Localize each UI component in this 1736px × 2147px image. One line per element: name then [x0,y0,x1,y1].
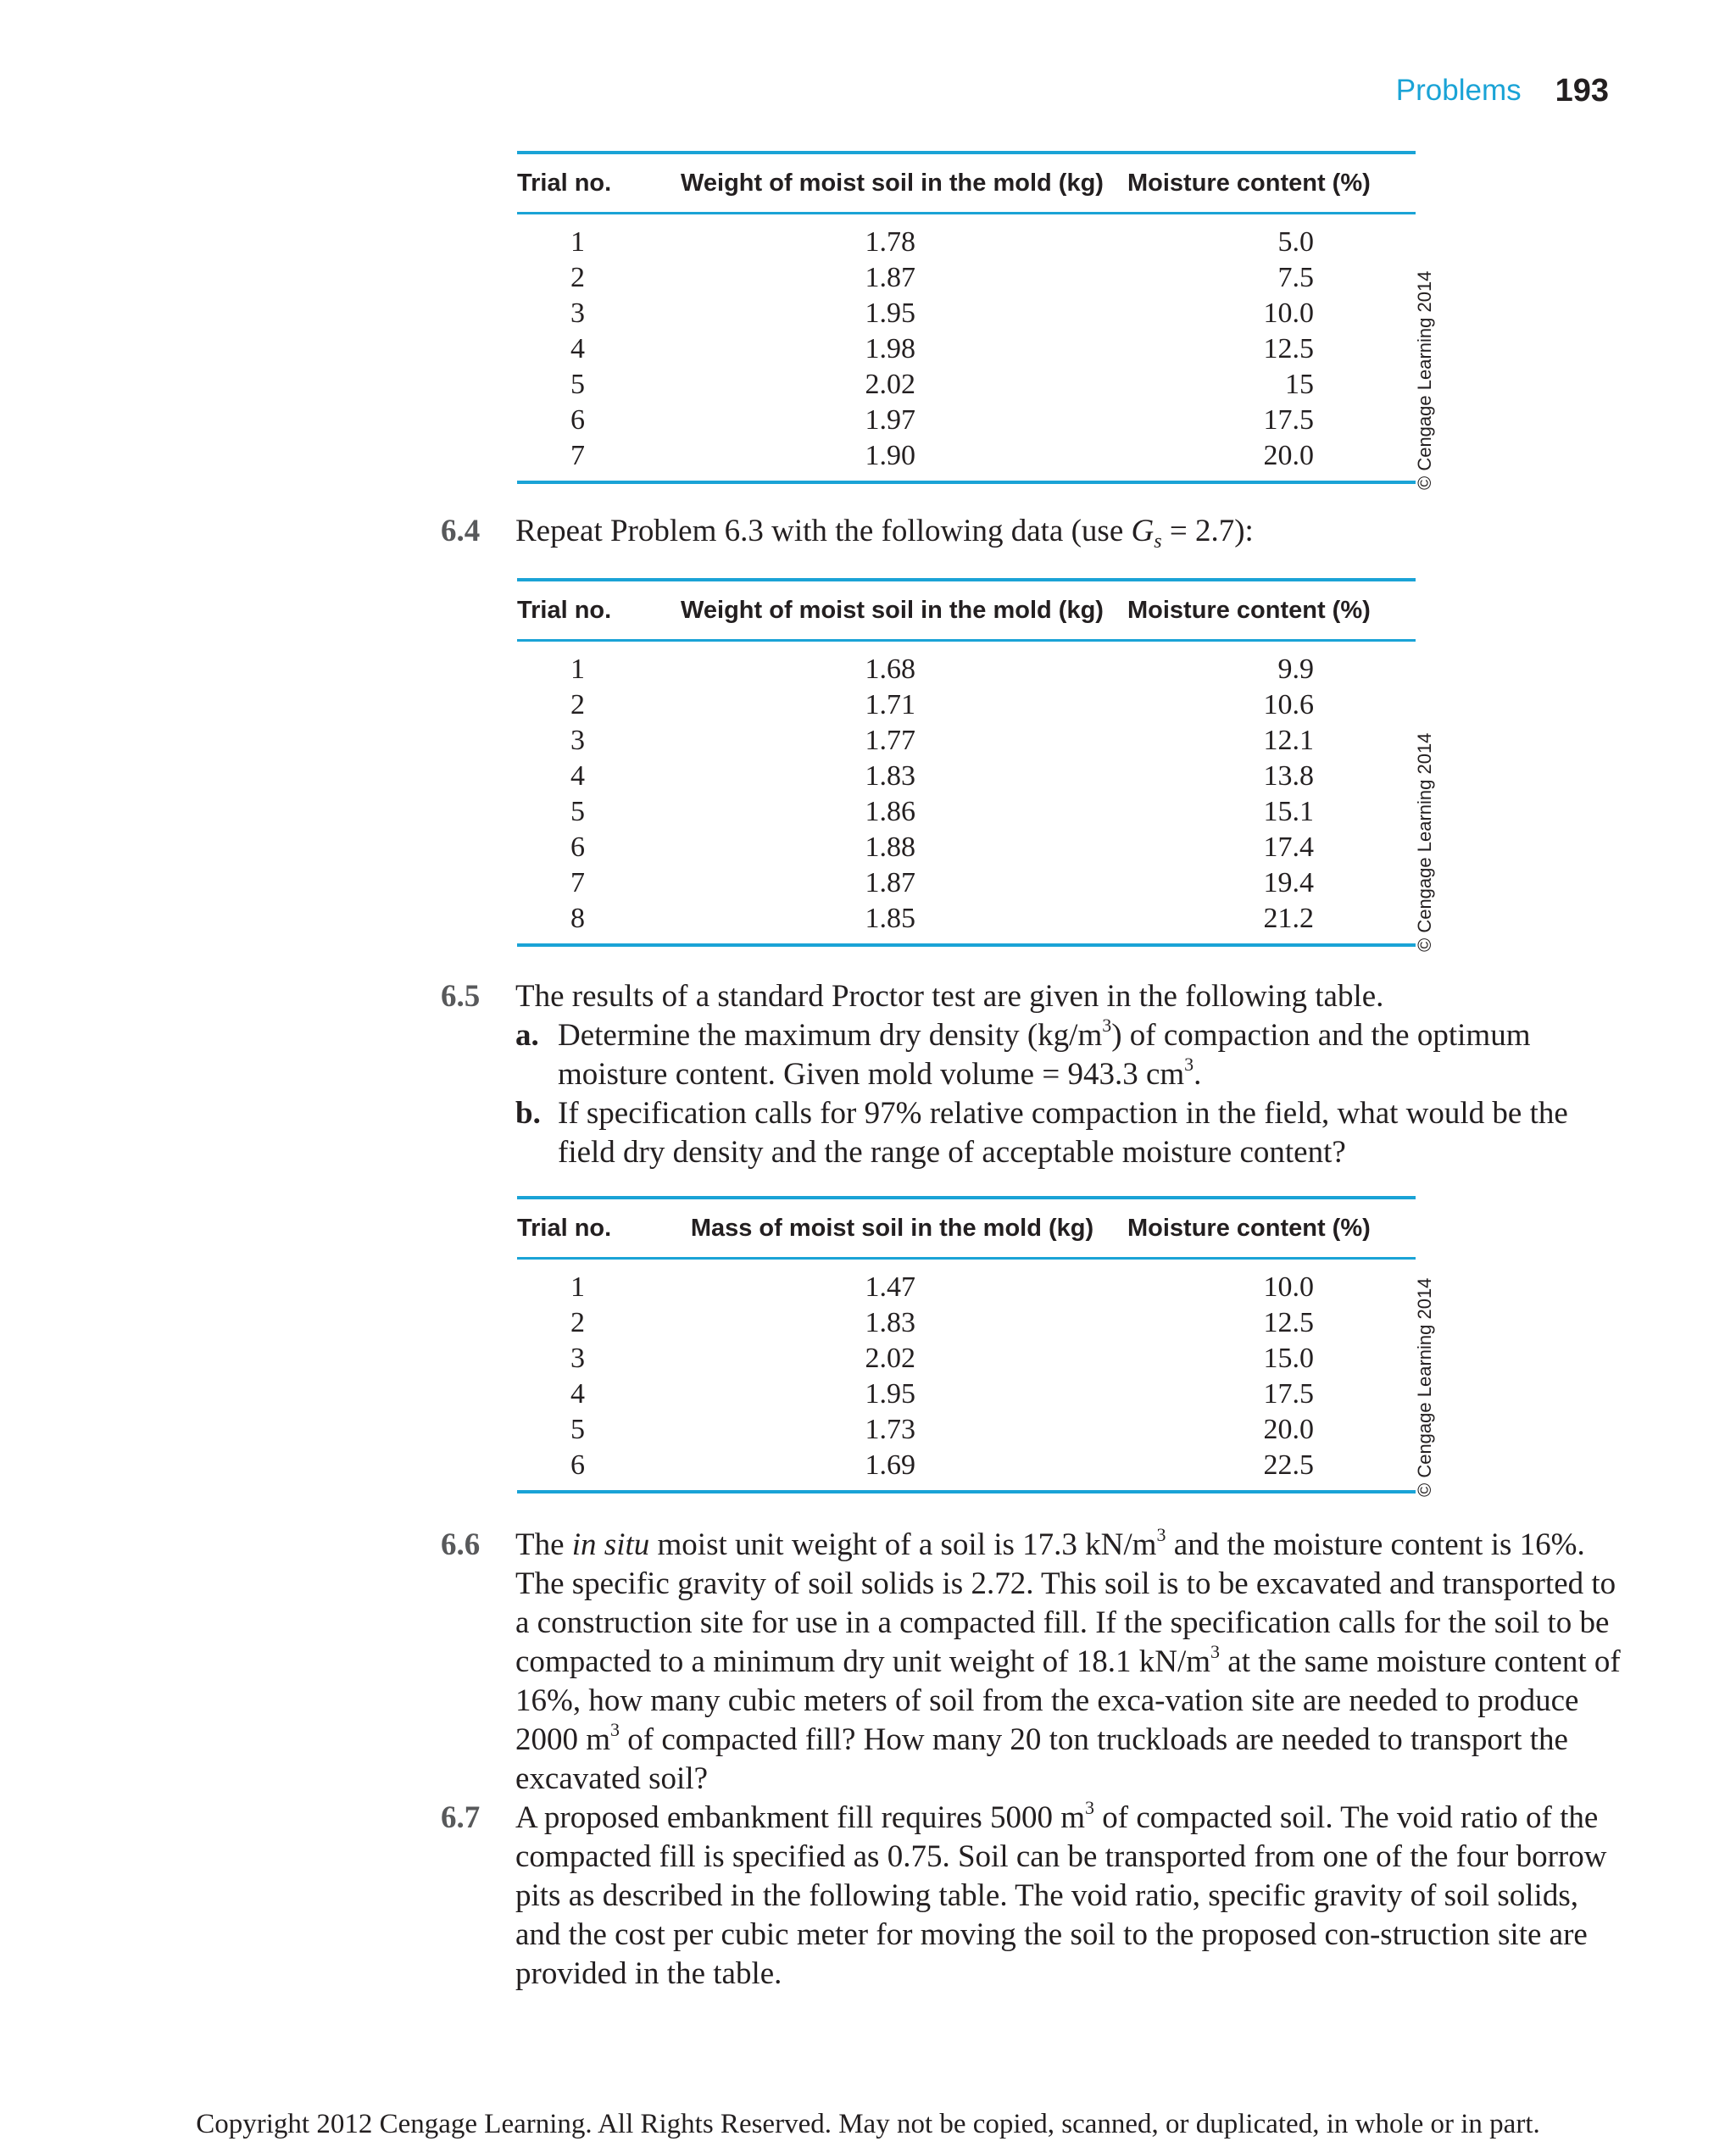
table-row [517,723,1416,759]
cell-moisture: 10.6 [1263,689,1314,720]
header-moisture: Moisture content (%) [1127,169,1371,197]
table-body [517,1260,1416,1483]
problem-6-4 [441,512,1628,551]
cell-trial-no: 5 [570,1414,585,1445]
problem-number: 6.7 [441,1800,481,1835]
cell-mass: 1.73 [865,1414,915,1445]
superscript: 3 [610,1719,620,1740]
table-row [517,260,1416,296]
cell-moisture: 12.5 [1263,333,1314,364]
problem-6-6 [441,1526,1628,1799]
part-text-part: . [1194,1057,1202,1092]
cell-mass: 1.78 [865,226,915,258]
cell-moisture: 7.5 [1277,262,1314,293]
cell-moisture: 22.5 [1263,1449,1314,1481]
problem-text-part: Repeat Problem 6.3 with the following data (use [515,514,1132,548]
problem-text-part: at the same moisture content of 16%, how many cubic meters of soil from the exca-vation site are needed to produce 2000 m [515,1644,1621,1757]
header-trial-no: Trial no. [517,169,612,197]
cell-mass: 1.83 [865,760,915,792]
table-row [517,652,1416,687]
cell-moisture: 15 [1285,369,1314,400]
cell-trial-no: 4 [570,760,585,792]
problem-number: 6.5 [441,979,481,1014]
cell-mass: 1.90 [865,440,915,471]
superscript: 3 [1156,1524,1166,1545]
table-row [517,687,1416,723]
table-bottom-rule [517,943,1416,947]
problem-text-part: and the moisture content is 16%. The specific gravity of soil solids is 2.72. This soil is to be excavated and transported to a construction site for use in a compacted fill. If the specification calls for the soil to be compacted to a minimum dry unit weight of 18.1 kN/m [515,1527,1616,1679]
cell-moisture: 12.5 [1263,1307,1314,1338]
cell-moisture: 20.0 [1263,1414,1314,1445]
cell-mass: 1.95 [865,1378,915,1410]
table-row [517,1305,1416,1341]
cell-mass: 1.71 [865,689,915,720]
cell-trial-no: 1 [570,1271,585,1303]
part-label: b. [515,1096,541,1131]
part-text [558,1016,1628,1094]
cell-trial-no: 2 [570,689,585,720]
superscript: 3 [1184,1054,1194,1075]
cell-trial-no: 2 [570,262,585,293]
table-row [517,225,1416,260]
cell-moisture: 15.0 [1263,1343,1314,1374]
problem-text-part: A proposed embankment fill requires 5000 m [515,1800,1086,1835]
table-row [517,830,1416,865]
cell-moisture: 20.0 [1263,440,1314,471]
table-row [517,438,1416,474]
cell-trial-no: 6 [570,832,585,863]
cell-trial-no: 3 [570,1343,585,1374]
header-trial-no: Trial no. [517,596,612,624]
table-row [517,1341,1416,1377]
cell-moisture: 19.4 [1263,867,1314,898]
table-row [517,794,1416,830]
superscript: 3 [1102,1015,1112,1036]
table-header-row [517,154,1416,212]
cell-mass: 1.95 [865,298,915,329]
problem-text-part: of compacted fill? How many 20 ton truckloads are needed to transport the excavated soil? [515,1722,1568,1796]
image-credit: © Cengage Learning 2014 [1414,270,1435,490]
cell-mass: 1.83 [865,1307,915,1338]
cell-trial-no: 7 [570,867,585,898]
part-label: a. [515,1018,539,1053]
cell-moisture: 10.0 [1263,1271,1314,1303]
table-row [517,296,1416,331]
cell-mass: 2.02 [865,1343,915,1374]
cell-moisture: 5.0 [1277,226,1314,258]
part-text-part: Determine the maximum dry density (kg/m [558,1018,1103,1053]
table-header-row [517,581,1416,639]
problem-6-5 [441,977,1628,1172]
header-mass: Mass of moist soil in the mold (kg) [690,1214,1094,1242]
table-header-row [517,1199,1416,1257]
problem-text-part: = 2.7): [1161,514,1254,548]
header-weight: Weight of moist soil in the mold (kg) [681,169,1104,197]
table-problem-6-4 [517,578,1416,947]
cell-trial-no: 5 [570,369,585,400]
cell-trial-no: 1 [570,654,585,685]
problem-text-part: moist unit weight of a soil is 17.3 kN/m [649,1527,1157,1562]
table-row [517,759,1416,794]
problem-number: 6.6 [441,1527,481,1562]
cell-mass: 1.47 [865,1271,915,1303]
table-row [517,1412,1416,1448]
cell-moisture: 21.2 [1263,903,1314,934]
cell-trial-no: 5 [570,796,585,827]
header-moisture: Moisture content (%) [1127,596,1371,624]
cell-mass: 2.02 [865,369,915,400]
variable-symbol: G [1131,514,1155,548]
table-bottom-rule [517,1490,1416,1493]
cell-trial-no: 7 [570,440,585,471]
part-text: If specification calls for 97% relative compaction in the field, what would be the field dry density and the range of acceptable moisture content? [558,1096,1568,1170]
header-trial-no: Trial no. [517,1214,612,1242]
problem-text-part: The [515,1527,572,1562]
running-head-section: Problems [1395,74,1522,107]
cell-trial-no: 6 [570,404,585,436]
cell-moisture: 10.0 [1263,298,1314,329]
cell-trial-no: 3 [570,298,585,329]
table-row [517,901,1416,937]
part-text-part: ) of compaction and the optimum moisture content. Given mold volume = 943.3 cm [558,1018,1531,1092]
cell-moisture: 17.5 [1263,404,1314,436]
running-head [1396,70,1609,112]
problem-part-b [515,1094,1628,1172]
table-row [517,367,1416,403]
image-credit: © Cengage Learning 2014 [1414,732,1435,952]
cell-moisture: 12.1 [1263,725,1314,756]
problem-part-a [515,1016,1628,1094]
cell-mass: 1.86 [865,796,915,827]
copyright-footer: Copyright 2012 Cengage Learning. All Rights Reserved. May not be copied, scanned, or duplicated, in whole or in part. [196,2109,1540,2139]
cell-trial-no: 3 [570,725,585,756]
table-bottom-rule [517,481,1416,484]
table-row [517,865,1416,901]
italic-term: in situ [571,1527,650,1562]
cell-mass: 1.98 [865,333,915,364]
cell-mass: 1.85 [865,903,915,934]
table-row [517,403,1416,438]
cell-moisture: 13.8 [1263,760,1314,792]
table-problem-6-3 [517,151,1416,484]
header-weight: Weight of moist soil in the mold (kg) [681,596,1104,624]
problem-text [515,1799,1628,1994]
cell-mass: 1.88 [865,832,915,863]
page-number: 193 [1555,72,1609,108]
superscript: 3 [1085,1797,1095,1818]
cell-moisture: 15.1 [1263,796,1314,827]
cell-trial-no: 1 [570,226,585,258]
cell-mass: 1.87 [865,262,915,293]
superscript: 3 [1210,1641,1221,1662]
header-moisture: Moisture content (%) [1127,1214,1371,1242]
cell-moisture: 9.9 [1277,654,1314,685]
cell-trial-no: 8 [570,903,585,934]
cell-trial-no: 2 [570,1307,585,1338]
table-row [517,1270,1416,1305]
variable-subscript: s [1154,531,1162,553]
problem-6-7 [441,1799,1628,1994]
table-body [517,642,1416,937]
cell-mass: 1.97 [865,404,915,436]
problem-text [515,512,1628,551]
cell-moisture: 17.4 [1263,832,1314,863]
problem-intro: The results of a standard Proctor test are given in the following table. [515,979,1384,1014]
image-credit: © Cengage Learning 2014 [1414,1277,1435,1497]
cell-mass: 1.87 [865,867,915,898]
cell-trial-no: 4 [570,1378,585,1410]
problem-number: 6.4 [441,514,481,548]
problem-text [515,1526,1628,1799]
table-row [517,331,1416,367]
problem-text-part: of compacted soil. The void ratio of the compacted fill is specified as 0.75. Soil can be transported from one of the four borrow pits as described in the following table. The void ratio, specific gravity of soil solids, and the cost per cubic meter for moving the soil to the proposed con-struction site are provided in the table. [515,1800,1607,1991]
table-body [517,214,1416,474]
cell-moisture: 17.5 [1263,1378,1314,1410]
table-row [517,1377,1416,1412]
table-problem-6-5 [517,1196,1416,1493]
cell-trial-no: 4 [570,333,585,364]
table-row [517,1448,1416,1483]
cell-mass: 1.69 [865,1449,915,1481]
cell-trial-no: 6 [570,1449,585,1481]
cell-mass: 1.68 [865,654,915,685]
cell-mass: 1.77 [865,725,915,756]
